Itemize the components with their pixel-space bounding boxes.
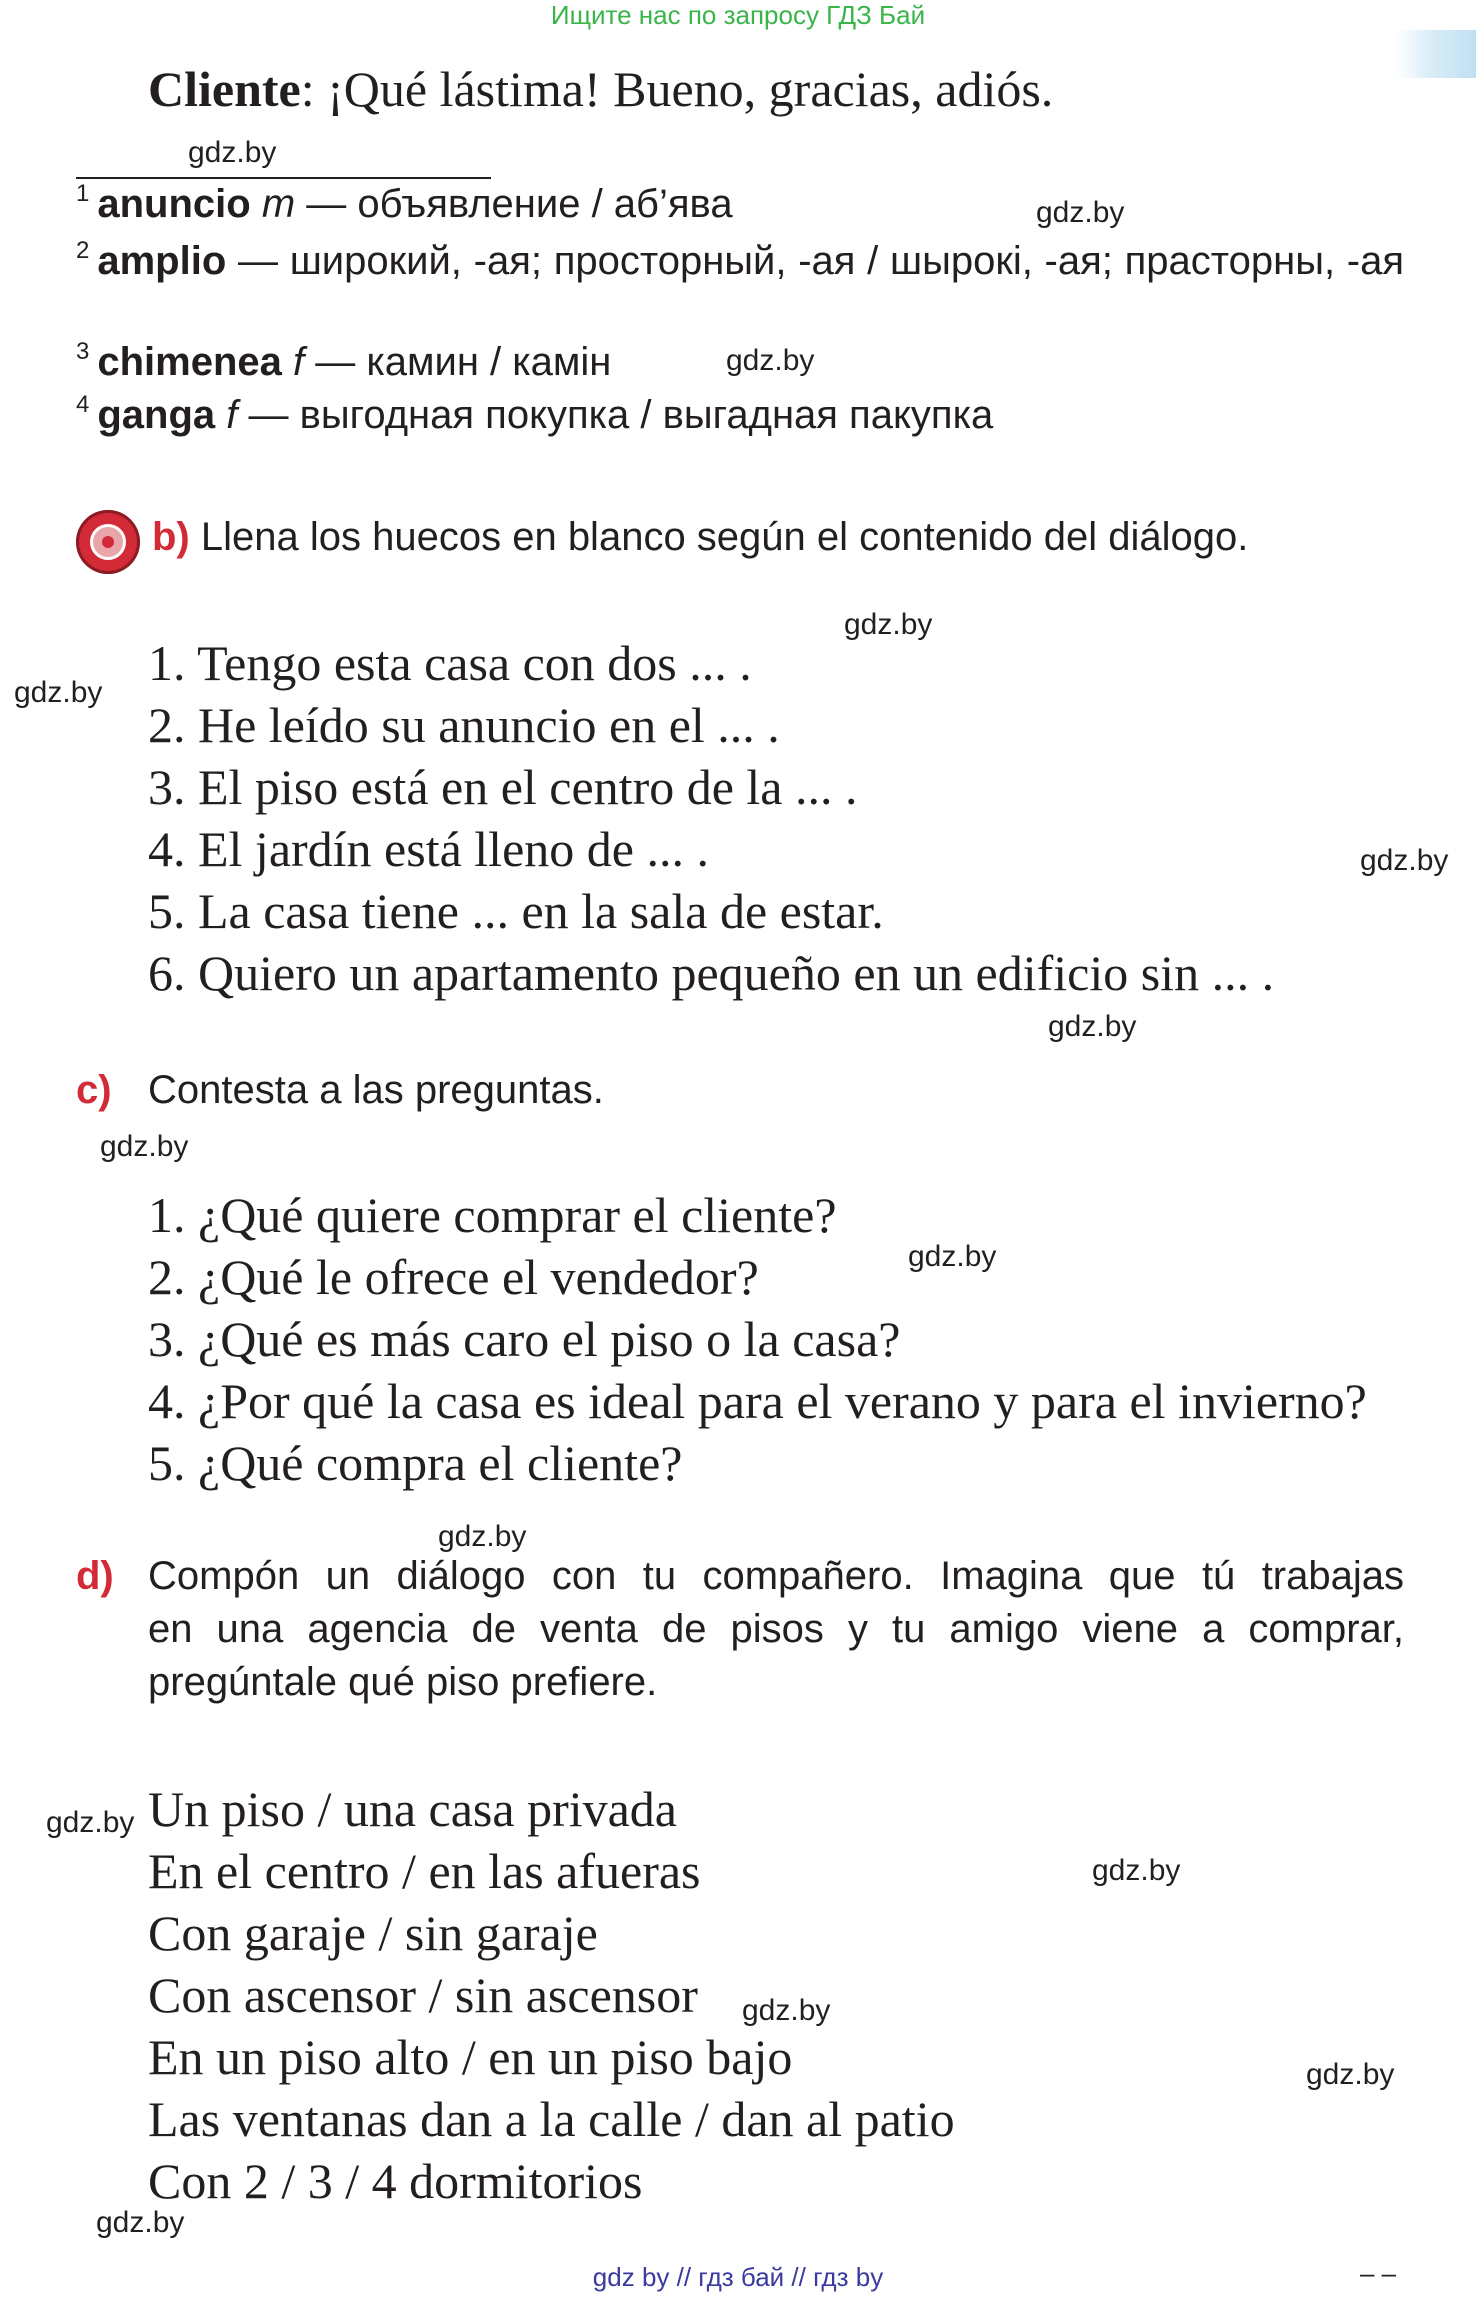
watermark: gdz.by xyxy=(742,1994,831,2027)
page-number: – – xyxy=(1360,2258,1397,2288)
exercise-d-option: Las ventanas dan a la calle / dan al patio xyxy=(148,2091,955,2147)
watermark: gdz.by xyxy=(1306,2058,1395,2091)
dialogue-line xyxy=(148,60,1053,118)
dialogue-speaker: Cliente xyxy=(148,61,301,117)
corner-tab xyxy=(1396,30,1476,78)
footnote-1: $^1$ anuncio m — объявление / аб’ява xyxy=(76,180,733,226)
watermark: gdz.by xyxy=(908,1240,997,1273)
exercise-c-instruction: c) Contesta a las preguntas. xyxy=(76,1068,604,1112)
exercise-d-option: Con 2 / 3 / 4 dormitorios xyxy=(148,2153,643,2209)
exercise-d-option: Con ascensor / sin ascensor xyxy=(148,1967,698,2023)
watermark: gdz.by xyxy=(1092,1854,1181,1887)
watermark: gdz.by xyxy=(1360,844,1449,877)
exercise-b-instruction: b) Llena los huecos en blanco según el contenido del diálogo. xyxy=(152,515,1249,559)
exercise-d-option: En el centro / en las afueras xyxy=(148,1843,701,1899)
exercise-b-item: 1. Tengo esta casa con dos ... . xyxy=(148,635,752,691)
exercise-b-item: 3. El piso está en el centro de la ... . xyxy=(148,759,858,815)
footnote-2: $^2$ amplio — широкий, -ая; просторный, -ая / шырокі, -ая; прасторны, -ая xyxy=(76,237,1404,283)
exercise-b-item: 6. Quiero un apartamento pequeño en un edificio sin ... . xyxy=(148,945,1275,1001)
watermark: gdz.by xyxy=(1036,196,1125,229)
dialogue-text: : ¡Qué lástima! Bueno, gracias, adiós. xyxy=(300,61,1054,117)
watermark: gdz.by xyxy=(96,2206,185,2239)
exercise-b-item: 2. He leído su anuncio en el ... . xyxy=(148,697,780,753)
watermark: gdz.by xyxy=(14,676,103,709)
watermark: gdz.by xyxy=(46,1806,135,1839)
watermark: gdz.by xyxy=(100,1130,189,1163)
footnote-3: $^3$ chimenea f — камин / камін xyxy=(76,338,612,384)
watermark: gdz.by xyxy=(1048,1010,1137,1043)
exercise-d-option: Un piso / una casa privada xyxy=(148,1781,678,1837)
top-banner: Ищите нас по запросу ГДЗ Бай xyxy=(550,0,926,30)
watermark: gdz.by xyxy=(726,344,815,377)
exercise-d-instruction: d) Compón un diálogo con tu compañero. Imagina que tú trabajas en una agencia de venta de pisos y tu amigo viene a comprar, pregúntale qué piso prefiere. xyxy=(76,1554,1404,1704)
watermark: gdz.by xyxy=(188,136,277,169)
footnote-4: $^4$ ganga f — выгодная покупка / выгадная пакупка xyxy=(76,391,994,437)
exercise-b-item: 4. El jardín está lleno de ... . xyxy=(148,821,709,877)
footer-links: gdz by // гдз бай // гдз by xyxy=(592,2262,884,2292)
exercise-c-item: 1. ¿Qué quiere comprar el cliente? xyxy=(148,1187,837,1243)
exercise-c-item: 5. ¿Qué compra el cliente? xyxy=(148,1435,683,1491)
exercise-d-option: Con garaje / sin garaje xyxy=(148,1905,598,1961)
cd-audio-icon xyxy=(76,510,140,574)
exercise-c-item: 2. ¿Qué le ofrece el vendedor? xyxy=(148,1249,759,1305)
exercise-c-item: 3. ¿Qué es más caro el piso o la casa? xyxy=(148,1311,901,1367)
watermark: gdz.by xyxy=(844,608,933,641)
watermark: gdz.by xyxy=(438,1520,527,1553)
exercise-b-item: 5. La casa tiene ... en la sala de estar. xyxy=(148,883,884,939)
exercise-d-option: En un piso alto / en un piso bajo xyxy=(148,2029,793,2085)
footnote-divider xyxy=(76,177,491,179)
exercise-c-item: 4. ¿Por qué la casa es ideal para el verano y para el invierno? xyxy=(148,1373,1367,1429)
